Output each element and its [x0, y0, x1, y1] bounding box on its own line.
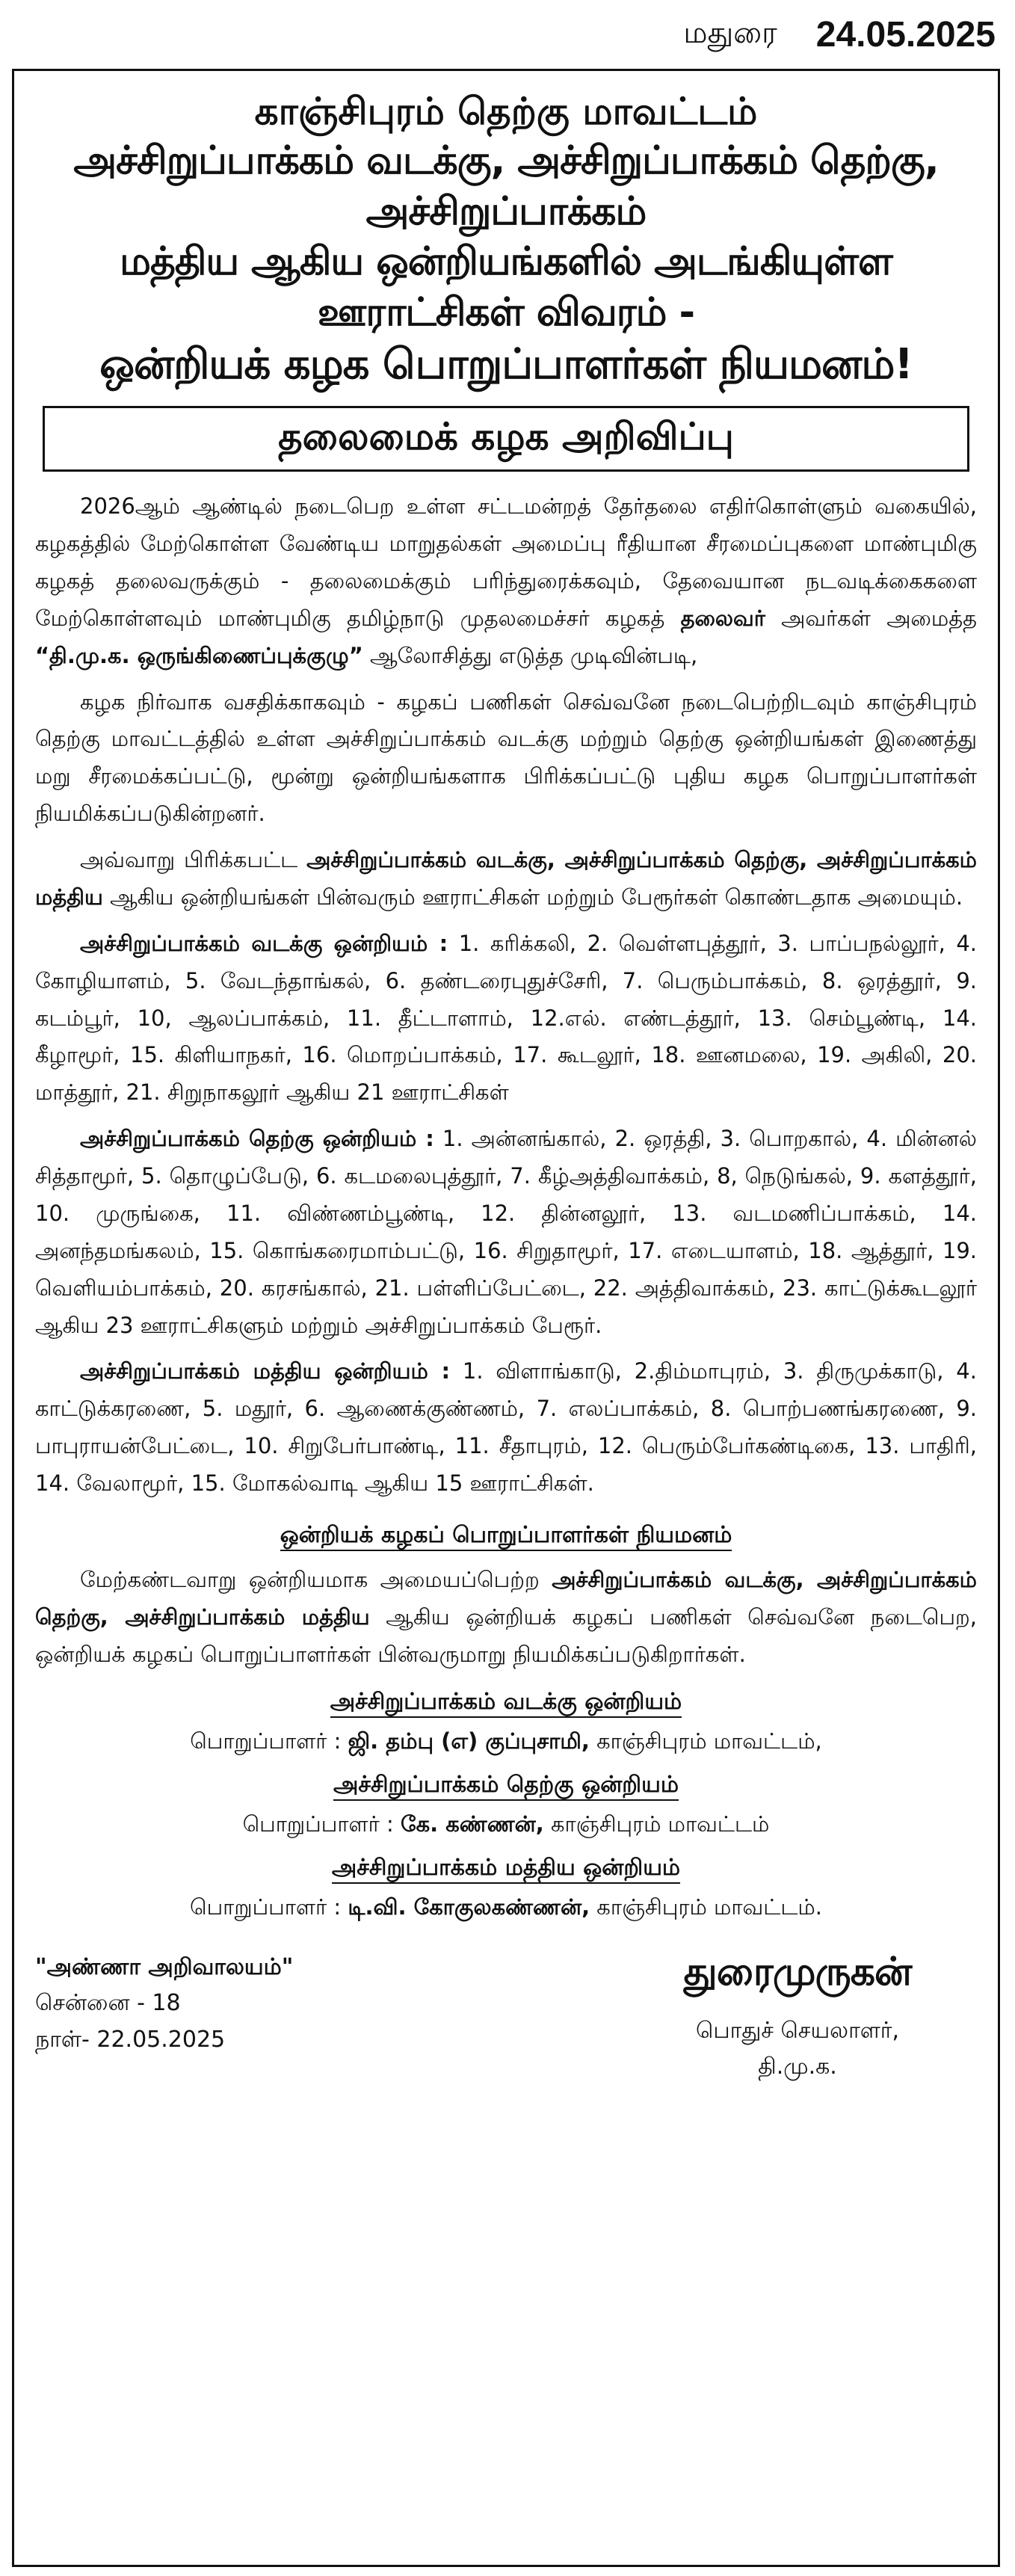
- heading-district: காஞ்சிபுரம் தெற்கு மாவட்டம்: [254, 90, 758, 133]
- intro-p3-text-2: ஆகிய ஒன்றியங்கள் பின்வரும் ஊராட்சிகள் மற்றும் பேரூர்கள் கொண்டதாக அமையும்.: [102, 884, 963, 910]
- north-responsible-label: பொறுப்பாளர் :: [190, 1728, 348, 1754]
- heading-line-4: ஒன்றியக் கழக பொறுப்பாளர்கள் நியமனம்!: [99, 340, 913, 389]
- central-responsible-name: டி.வி. கோகுலகண்ணன்,: [348, 1894, 590, 1920]
- appointment-bold-unions: அச்சிறுப்பாக்கம் வடக்கு, அச்சிறுப்பாக்கம் தெற்கு, அச்சிறுப்பாக்கம் மத்திய: [35, 1566, 978, 1630]
- union-north-title: அச்சிறுப்பாக்கம் வடக்கு ஒன்றியம் :: [80, 930, 448, 956]
- central-responsible-district: காஞ்சிபுரம் மாவட்டம்.: [590, 1894, 822, 1920]
- intro-paragraph-2: கழக நிர்வாக வசதிக்காகவும் - கழகப் பணிகள் செவ்வனே நடைபெற்றிடவும் காஞ்சிபுரம் தெற்கு மாவட்டத்தில் உள்ள அச்சிறுப்பாக்கம் வடக்கு மற்றும் தெற்கு ஒன்றியங்கள் இணைத்து மறு சீரமைக்கப்பட்டு, மூன்று ஒன்றியங்களாக பிரிக்கப்பட்டு புதிய கழக பொறுப்பாளர்கள் நியமிக்கப்படுகின்றனர்.: [35, 688, 977, 827]
- union-north-list: 1. கரிக்கலி, 2. வெள்ளபுத்தூர், 3. பாப்பநல்லூர், 4. கோழியாளம், 5. வேடந்தாங்கல், 6. தண்டரைபுதுச்சேரி, 7. பெரும்பாக்கம், 8. ஒரத்தூர், 9. கடம்பூர், 10, ஆலப்பாக்கம், 11. தீட்டாளாம், 12.எல். எண்டத்தூர், 13. செம்பூண்டி, 14. கீழாமூர், 15. கிளியாநகர், 16. மொறப்பாக்கம், 17. கூடலூர், 18. ஊனமலை, 19. அகிலி, 20. மாத்தூர், 21. சிறுநாகலூர் ஆகிய 21 ஊராட்சிகள்: [35, 930, 977, 1106]
- appointment-paragraph: [35, 1562, 977, 1674]
- signatory-party: தி.மு.க.: [758, 2053, 837, 2080]
- intro-p1-bold-leader: தலைவர்: [680, 605, 765, 631]
- signatory-name: துரைமுருகன்: [683, 1949, 912, 1994]
- issue-details: [35, 1950, 293, 2059]
- issue-place: சென்னை - 18: [35, 1990, 181, 2017]
- signatory-role: பொதுச் செயலாளர்,: [695, 2017, 900, 2044]
- north-responsible: [35, 1728, 977, 1757]
- intro-p1-bold-committee: “தி.மு.க. ஒருங்கிணைப்புக்குழு”: [35, 642, 363, 668]
- notice-title-box: [43, 406, 969, 472]
- intro-p1-text-2: அவர்கள் அமைத்த: [765, 605, 977, 631]
- notice-title: தலைமைக் கழக அறிவிப்பு: [278, 414, 734, 458]
- north-responsible-district: காஞ்சிபுரம் மாவட்டம்,: [589, 1728, 822, 1754]
- announcement-box: [12, 69, 1000, 2567]
- central-responsible-label: பொறுப்பாளர் :: [190, 1894, 348, 1920]
- union-south-title: அச்சிறுப்பாக்கம் தெற்கு ஒன்றியம் :: [80, 1126, 434, 1152]
- south-union-heading: [35, 1772, 977, 1801]
- union-central-paragraph: [35, 1353, 977, 1503]
- announcement-heading: [35, 87, 977, 392]
- south-union-title: அச்சிறுப்பாக்கம் தெற்கு ஒன்றியம்: [333, 1772, 679, 1801]
- issue-office: "அண்ணா அறிவாலயம்": [35, 1953, 294, 1980]
- north-responsible-name: ஜி. தம்பு (எ) குப்புசாமி,: [348, 1728, 590, 1754]
- appointment-heading: [35, 1522, 977, 1551]
- union-south-list: 1. அன்னங்கால், 2. ஒரத்தி, 3. பொறகால், 4. மின்னல் சித்தாமூர், 5. தொழுப்பேடு, 6. கடமலைபுத்தூர், 7. கீழ்அத்திவாக்கம், 8, நெடுங்கல், 9. களத்தூர், 10. முருங்கை, 11. விண்ணம்பூண்டி, 12. தின்னலூர், 13. வடமணிப்பாக்கம், 14. அனந்தமங்கலம், 15. கொங்கரைமாம்பட்டு, 16. சிறுதாமூர், 17. எடையாளம், 18. ஆத்தூர், 19. வெளியம்பாக்கம், 20. கரசங்கால், 21. பள்ளிப்பேட்டை, 22. அத்திவாக்கம், 23. காட்டுக்கூடலூர் ஆகிய 23 ஊராட்சிகளும் மற்றும் அச்சிறுப்பாக்கம் பேரூர்.: [35, 1126, 978, 1338]
- central-union-title: அச்சிறுப்பாக்கம் மத்திய ஒன்றியம்: [332, 1855, 680, 1884]
- masthead: [0, 0, 1015, 69]
- appointment-text: மேற்கண்டவாறு ஒன்றியமாக அமையப்பெற்ற: [80, 1566, 552, 1592]
- signature-block: [35, 1950, 977, 2114]
- north-union-title: அச்சிறுப்பாக்கம் வடக்கு ஒன்றியம்: [330, 1689, 682, 1718]
- appointment-title: ஒன்றியக் கழகப் பொறுப்பாளர்கள் நியமனம்: [280, 1522, 732, 1551]
- union-south-paragraph: [35, 1121, 977, 1344]
- edition-date: 24.05.2025: [815, 14, 996, 55]
- edition-city: மதுரை: [683, 15, 777, 50]
- union-central-title: அச்சிறுப்பாக்கம் மத்திய ஒன்றியம் :: [80, 1358, 451, 1384]
- central-union-heading: [35, 1855, 977, 1884]
- south-responsible-district: காஞ்சிபுரம் மாவட்டம்: [543, 1811, 770, 1837]
- issue-date: நாள்- 22.05.2025: [35, 2026, 226, 2053]
- south-responsible: [35, 1811, 977, 1840]
- intro-paragraph-1: [35, 488, 977, 674]
- intro-p1-text-3: ஆலோசித்து எடுத்த முடிவின்படி,: [362, 642, 698, 668]
- signatory: [641, 1950, 954, 2086]
- intro-p3-bold-unions: அச்சிறுப்பாக்கம் வடக்கு, அச்சிறுப்பாக்கம் தெற்கு, அச்சிறுப்பாக்கம் மத்திய: [35, 847, 978, 910]
- appointment-text-2: ஆகிய ஒன்றியக் கழகப் பணிகள் செவ்வனே நடைபெற, ஒன்றியக் கழகப் பொறுப்பாளர்கள் பின்வருமாறு நியமிக்கப்படுகிறார்கள்.: [35, 1603, 977, 1667]
- heading-line-2: அச்சிறுப்பாக்கம் வடக்கு, அச்சிறுப்பாக்கம் தெற்கு, அச்சிறுப்பாக்கம்: [73, 138, 939, 234]
- south-responsible-name: கே. கண்ணன்,: [401, 1811, 544, 1837]
- heading-line-3: மத்திய ஆகிய ஒன்றியங்களில் அடங்கியுள்ள ஊராட்சிகள் விவரம் -: [120, 239, 892, 335]
- intro-p1-text: 2026ஆம் ஆண்டில் நடைபெற உள்ள சட்டமன்றத் தேர்தலை எதிர்கொள்ளும் வகையில், கழகத்தில் மேற்கொள்ள வேண்டிய மாறுதல்கள் அமைப்பு ரீதியான சீரமைப்புகளை மாண்புமிகு கழகத் தலைவருக்கும் - தலைமைக்கும் பரிந்துரைக்கவும், தேவையான நடவடிக்கைகளை மேற்கொள்ளவும் மாண்புமிகு தமிழ்நாடு முதலமைச்சர் கழகத்: [35, 493, 977, 631]
- south-responsible-label: பொறுப்பாளர் :: [242, 1811, 401, 1837]
- intro-paragraph-3: [35, 842, 977, 916]
- union-north-paragraph: [35, 925, 977, 1112]
- union-central-list: 1. விளாங்காடு, 2.திம்மாபுரம், 3. திருமுக்காடு, 4. காட்டுக்கரணை, 5. மதூர், 6. ஆணைக்குண்ணம், 7. எலப்பாக்கம், 8. பொற்பணங்கரணை, 9. பாபுராயன்பேட்டை, 10. சிறுபேர்பாண்டி, 11. சீதாபுரம், 12. பெரும்பேர்கண்டிகை, 13. பாதிரி, 14. வேலாமூர், 15. மோகல்வாடி ஆகிய 15 ஊராட்சிகள்.: [35, 1358, 977, 1497]
- intro-p3-text: அவ்வாறு பிரிக்கபட்ட: [80, 847, 307, 873]
- north-union-heading: [35, 1689, 977, 1718]
- central-responsible: [35, 1894, 977, 1923]
